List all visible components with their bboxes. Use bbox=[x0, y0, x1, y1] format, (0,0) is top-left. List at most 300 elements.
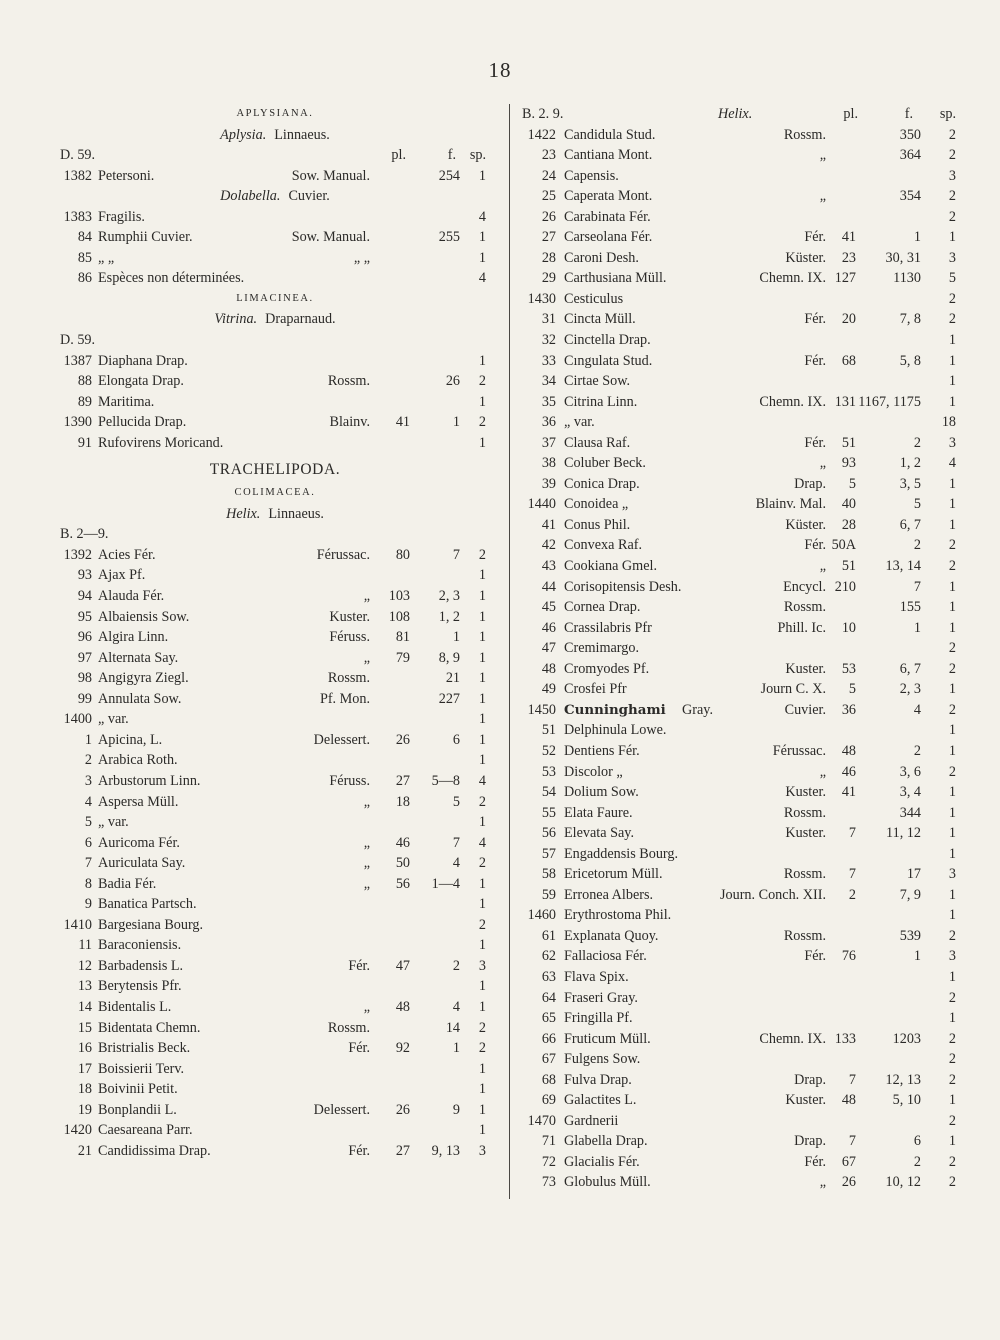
table-row bbox=[516, 988, 958, 1009]
specimen-count: 1 bbox=[478, 393, 486, 410]
reference: „ bbox=[363, 834, 370, 851]
table-row bbox=[516, 535, 958, 556]
right-column bbox=[516, 104, 958, 1193]
species-name: Cıngulata Stud. bbox=[564, 352, 653, 369]
specimen-count: 1 bbox=[478, 629, 486, 646]
genus-heading bbox=[50, 186, 500, 207]
figure-number: 1, 2 bbox=[438, 608, 460, 625]
table-row bbox=[50, 874, 500, 895]
entry-number: 47 bbox=[541, 640, 556, 657]
plate-number: 28 bbox=[841, 516, 856, 533]
table-row bbox=[50, 1059, 500, 1080]
reference: Drap. bbox=[794, 1133, 826, 1150]
specimen-count: 4 bbox=[478, 208, 486, 225]
specimen-count: 1 bbox=[948, 599, 956, 616]
entry-number: 67 bbox=[541, 1051, 556, 1068]
species-name: Clausa Raf. bbox=[564, 434, 631, 451]
specimen-count: 2 bbox=[478, 916, 486, 933]
table-row bbox=[516, 864, 958, 885]
specimen-count: 1 bbox=[478, 608, 486, 625]
table-row bbox=[50, 833, 500, 854]
reference: Kuster. bbox=[785, 784, 826, 801]
specimen-count: 2 bbox=[948, 1174, 956, 1191]
specimen-count: 2 bbox=[478, 373, 486, 390]
species-name: Alternata Say. bbox=[98, 649, 179, 666]
table-row bbox=[50, 207, 500, 228]
specimen-count: 1 bbox=[478, 937, 486, 954]
figure-number: 9, 13 bbox=[431, 1142, 460, 1159]
table-row bbox=[50, 607, 500, 628]
species-name: Cornea Drap. bbox=[564, 599, 641, 616]
entry-number: 63 bbox=[541, 968, 556, 985]
entry-number: 19 bbox=[77, 1101, 92, 1118]
column-label-f: f. bbox=[447, 147, 456, 164]
reference: „ bbox=[819, 1174, 826, 1191]
specimen-count: 1 bbox=[478, 875, 486, 892]
plate-number: 48 bbox=[395, 998, 410, 1015]
figure-number: 1 bbox=[913, 229, 921, 246]
plate-number: 76 bbox=[841, 948, 856, 965]
entry-number: 39 bbox=[541, 475, 556, 492]
figure-number: 539 bbox=[899, 927, 921, 944]
entry-number: 43 bbox=[541, 558, 556, 575]
group-header bbox=[516, 104, 958, 125]
entry-number: 1440 bbox=[527, 496, 556, 513]
table-row bbox=[516, 1152, 958, 1173]
plate-number: 41 bbox=[841, 229, 856, 246]
entry-number: 48 bbox=[541, 660, 556, 677]
table-row bbox=[516, 926, 958, 947]
species-name: Auricoma Fér. bbox=[98, 834, 180, 851]
species-name: Ajax Pf. bbox=[98, 567, 146, 584]
specimen-count: 1 bbox=[948, 496, 956, 513]
entry-number: 72 bbox=[541, 1153, 556, 1170]
reference: Fér. bbox=[348, 957, 370, 974]
reference: „ bbox=[819, 763, 826, 780]
entry-number: 1 bbox=[84, 731, 92, 748]
plate-number: 67 bbox=[841, 1153, 856, 1170]
genus-heading bbox=[50, 309, 500, 330]
plate-number: 46 bbox=[841, 763, 856, 780]
figure-number: 26 bbox=[445, 373, 460, 390]
reference: Rossm. bbox=[327, 670, 370, 687]
group-label: B. 2. 9. bbox=[522, 106, 564, 122]
species-name: Apicina, L. bbox=[98, 731, 163, 748]
specimen-count: 3 bbox=[948, 167, 956, 184]
species-name: Caroni Desh. bbox=[564, 249, 639, 266]
entry-number: 94 bbox=[77, 588, 92, 605]
table-row bbox=[516, 494, 958, 515]
specimen-count: 3 bbox=[948, 866, 956, 883]
reference: Fér. bbox=[804, 352, 826, 369]
group-label: D. 59. bbox=[60, 147, 96, 164]
entry-number: 45 bbox=[541, 599, 556, 616]
plate-number: 5 bbox=[848, 681, 856, 698]
table-row bbox=[516, 782, 958, 803]
table-row bbox=[50, 392, 500, 413]
table-row bbox=[50, 689, 500, 710]
table-row bbox=[50, 1079, 500, 1100]
table-row bbox=[50, 166, 500, 187]
specimen-count: 1 bbox=[948, 742, 956, 759]
species-name: Maritima. bbox=[98, 393, 155, 410]
species-name: Globulus Müll. bbox=[564, 1174, 651, 1191]
species-name: Carthusiana Müll. bbox=[564, 270, 667, 287]
reference: Rossm. bbox=[783, 126, 826, 143]
table-row bbox=[50, 997, 500, 1018]
figure-number: 2 bbox=[913, 1153, 921, 1170]
species-name: Rufovirens Moricand. bbox=[98, 434, 224, 451]
specimen-count: 1 bbox=[948, 373, 956, 390]
column-label-sp: sp. bbox=[469, 147, 486, 164]
table-row bbox=[516, 515, 958, 536]
specimen-count: 1 bbox=[948, 845, 956, 862]
figure-number: 2 bbox=[913, 742, 921, 759]
plate-number: 7 bbox=[848, 866, 856, 883]
species-name: Capensis. bbox=[564, 167, 619, 184]
species-name: Banatica Partsch. bbox=[98, 896, 197, 913]
entry-number: 66 bbox=[541, 1030, 556, 1047]
plate-number: 92 bbox=[395, 1040, 410, 1057]
entry-number: 21 bbox=[77, 1142, 92, 1159]
table-row bbox=[516, 844, 958, 865]
species-name: Fruticum Müll. bbox=[564, 1030, 651, 1047]
species-name: Rumphii Cuvier. bbox=[98, 229, 193, 246]
section-heading bbox=[50, 104, 500, 125]
table-row bbox=[516, 1111, 958, 1132]
reference: Rossm. bbox=[783, 804, 826, 821]
table-row bbox=[50, 627, 500, 648]
genus-line bbox=[50, 186, 500, 207]
specimen-count: 2 bbox=[478, 546, 486, 563]
table-row bbox=[516, 145, 958, 166]
figure-number: 2, 3 bbox=[899, 681, 921, 698]
specimen-count: 1 bbox=[948, 1133, 956, 1150]
entry-number: 49 bbox=[541, 681, 556, 698]
reference: Fér. bbox=[348, 1040, 370, 1057]
plate-number: 26 bbox=[395, 731, 410, 748]
table-row bbox=[50, 668, 500, 689]
table-row bbox=[516, 1029, 958, 1050]
table-row bbox=[50, 248, 500, 269]
entry-number: 5 bbox=[84, 814, 92, 831]
species-name: Cookiana Gmel. bbox=[564, 558, 657, 575]
plate-number: 7 bbox=[848, 1071, 856, 1088]
specimen-count: 1 bbox=[948, 804, 956, 821]
specimen-count: 2 bbox=[948, 1153, 956, 1170]
entry-number: 54 bbox=[541, 784, 556, 801]
reference: Rossm. bbox=[783, 866, 826, 883]
reference: Fér. bbox=[804, 229, 826, 246]
entry-number: 7 bbox=[84, 855, 92, 872]
species-name: Arabica Roth. bbox=[98, 752, 178, 769]
specimen-count: 1 bbox=[478, 229, 486, 246]
section-heading bbox=[50, 483, 500, 504]
species-name: Badia Fér. bbox=[98, 875, 157, 892]
specimen-count: 2 bbox=[478, 855, 486, 872]
entry-number: 68 bbox=[541, 1071, 556, 1088]
table-row bbox=[516, 309, 958, 330]
figure-number: 255 bbox=[438, 229, 460, 246]
specimen-count: 1 bbox=[478, 978, 486, 995]
plate-number: 131 bbox=[834, 393, 856, 410]
specimen-count: 1 bbox=[948, 1010, 956, 1027]
figure-number: 1 bbox=[452, 1040, 460, 1057]
figure-number: 1167, 1175 bbox=[858, 393, 921, 410]
table-row bbox=[516, 679, 958, 700]
species-name: Cinctella Drap. bbox=[564, 332, 651, 349]
reference: Cuvier. bbox=[784, 701, 826, 718]
entry-number: 1390 bbox=[63, 414, 92, 431]
figure-number: 2 bbox=[452, 957, 460, 974]
species-name: Boissierii Terv. bbox=[98, 1060, 185, 1077]
table-row bbox=[516, 556, 958, 577]
entry-number: 65 bbox=[541, 1010, 556, 1027]
species-name: Bonplandii L. bbox=[98, 1101, 177, 1118]
specimen-count: 2 bbox=[948, 126, 956, 143]
species-name: Cirtae Sow. bbox=[564, 373, 631, 390]
section-heading bbox=[50, 289, 500, 310]
plate-number: 10 bbox=[841, 619, 856, 636]
figure-number: 344 bbox=[899, 804, 921, 821]
species-name: Flava Spix. bbox=[564, 968, 629, 985]
specimen-count: 2 bbox=[948, 701, 956, 718]
specimen-count: 1 bbox=[478, 249, 486, 266]
entry-number: 1392 bbox=[63, 546, 92, 563]
species-name: Crassilabris Pfr bbox=[564, 619, 652, 636]
specimen-count: 2 bbox=[948, 208, 956, 225]
group-header bbox=[50, 524, 500, 545]
entry-number: 28 bbox=[541, 249, 556, 266]
species-name: Conus Phil. bbox=[564, 516, 631, 533]
table-row bbox=[50, 433, 500, 454]
table-row bbox=[50, 1038, 500, 1059]
table-row bbox=[516, 186, 958, 207]
table-row bbox=[516, 618, 958, 639]
species-name: Elongata Drap. bbox=[98, 373, 184, 390]
table-row bbox=[516, 720, 958, 741]
group-header bbox=[50, 145, 500, 166]
figure-number: 8, 9 bbox=[438, 649, 460, 666]
genus-heading bbox=[50, 125, 500, 146]
entry-number: 33 bbox=[541, 352, 556, 369]
reference: Kuster. bbox=[329, 608, 370, 625]
entry-number: 23 bbox=[541, 147, 556, 164]
reference: Férussac. bbox=[316, 546, 370, 563]
species-name: Elevata Say. bbox=[564, 825, 634, 842]
reference: Chemn. IX. bbox=[759, 270, 826, 287]
figure-number: 17 bbox=[906, 866, 921, 883]
reference: Fér. bbox=[804, 537, 826, 554]
specimen-count: 1 bbox=[478, 1081, 486, 1098]
table-row bbox=[50, 956, 500, 977]
reference: Rossm. bbox=[783, 599, 826, 616]
table-row bbox=[516, 474, 958, 495]
plate-number: 127 bbox=[834, 270, 856, 287]
plate-number: 23 bbox=[841, 249, 856, 266]
specimen-count: 2 bbox=[948, 1071, 956, 1088]
reference: Féruss. bbox=[329, 772, 370, 789]
entry-number: 36 bbox=[541, 414, 556, 431]
species-name: Dolium Sow. bbox=[564, 784, 639, 801]
species-author: Gray. bbox=[682, 701, 713, 718]
plate-number: 93 bbox=[841, 455, 856, 472]
reference: „ bbox=[363, 793, 370, 810]
species-name: Caperata Mont. bbox=[564, 188, 653, 205]
species-name: Coluber Beck. bbox=[564, 455, 646, 472]
species-name: Cincta Müll. bbox=[564, 311, 636, 328]
specimen-count: 1 bbox=[478, 352, 486, 369]
table-row bbox=[516, 638, 958, 659]
specimen-count: 1 bbox=[948, 332, 956, 349]
column-label-pl: pl. bbox=[843, 106, 858, 122]
specimen-count: 3 bbox=[478, 957, 486, 974]
plate-number: 2 bbox=[848, 886, 856, 903]
specimen-count: 2 bbox=[478, 793, 486, 810]
figure-number: 5, 8 bbox=[899, 352, 921, 369]
species-name: Berytensis Pfr. bbox=[98, 978, 182, 995]
table-row bbox=[50, 894, 500, 915]
entry-number: 31 bbox=[541, 311, 556, 328]
plate-number: 47 bbox=[395, 957, 410, 974]
specimen-count: 1 bbox=[948, 968, 956, 985]
table-row bbox=[516, 433, 958, 454]
table-row bbox=[50, 351, 500, 372]
plate-number: 103 bbox=[388, 588, 410, 605]
table-row bbox=[516, 268, 958, 289]
reference: Rossm. bbox=[327, 1019, 370, 1036]
figure-number: 13, 14 bbox=[885, 558, 921, 575]
entry-number: 84 bbox=[77, 229, 92, 246]
table-row bbox=[516, 166, 958, 187]
figure-number: 364 bbox=[899, 147, 921, 164]
figure-number: 7 bbox=[913, 578, 921, 595]
plate-number: 20 bbox=[841, 311, 856, 328]
species-name: Carabinata Fér. bbox=[564, 208, 651, 225]
entry-number: 1400 bbox=[63, 711, 92, 728]
plate-number: 5 bbox=[848, 475, 856, 492]
plate-number: 51 bbox=[841, 434, 856, 451]
species-name: Conica Drap. bbox=[564, 475, 640, 492]
specimen-count: 1 bbox=[948, 475, 956, 492]
specimen-count: 2 bbox=[948, 147, 956, 164]
species-name: Carseolana Fér. bbox=[564, 229, 653, 246]
specimen-count: 2 bbox=[948, 1112, 956, 1129]
figure-number: 4 bbox=[452, 855, 460, 872]
species-name: Corisopitensis Desh. bbox=[564, 578, 682, 595]
table-row bbox=[50, 268, 500, 289]
entry-number: 1382 bbox=[63, 167, 92, 184]
species-name: Fringilla Pf. bbox=[564, 1010, 633, 1027]
entry-number: 96 bbox=[77, 629, 92, 646]
specimen-count: 4 bbox=[948, 455, 956, 472]
genus-heading bbox=[50, 504, 500, 525]
reference: „ bbox=[363, 875, 370, 892]
species-name: Explanata Quoy. bbox=[564, 927, 659, 944]
reference: Fér. bbox=[804, 434, 826, 451]
section-title: APLYSIANA. bbox=[236, 108, 314, 119]
genus-name: Helix. bbox=[718, 106, 753, 122]
figure-number: 5, 10 bbox=[892, 1092, 921, 1109]
plate-number: 26 bbox=[841, 1174, 856, 1191]
entry-number: 29 bbox=[541, 270, 556, 287]
table-row bbox=[516, 1008, 958, 1029]
plate-number: 18 bbox=[395, 793, 410, 810]
table-row bbox=[516, 577, 958, 598]
species-name: Fragilis. bbox=[98, 208, 145, 225]
figure-number: 7, 9 bbox=[899, 886, 921, 903]
reference: „ bbox=[819, 558, 826, 575]
entry-number: 53 bbox=[541, 763, 556, 780]
species-name: Conoidea „ bbox=[564, 496, 629, 513]
section-title: TRACHELIPODA. bbox=[209, 461, 341, 479]
entry-number: 4 bbox=[84, 793, 92, 810]
table-row bbox=[516, 762, 958, 783]
column-label-sp: sp. bbox=[939, 106, 956, 122]
figure-number: 3, 5 bbox=[899, 475, 921, 492]
entry-number: 32 bbox=[541, 332, 556, 349]
table-row bbox=[516, 741, 958, 762]
reference: Fér. bbox=[804, 1153, 826, 1170]
figure-number: 1 bbox=[452, 414, 460, 431]
reference: „ bbox=[819, 455, 826, 472]
plate-number: 26 bbox=[395, 1101, 410, 1118]
entry-number: 51 bbox=[541, 722, 556, 739]
entry-number: 34 bbox=[541, 373, 556, 390]
species-name: Delphinula Lowe. bbox=[564, 722, 667, 739]
table-row bbox=[50, 1141, 500, 1162]
table-row bbox=[516, 371, 958, 392]
reference: Fér. bbox=[348, 1142, 370, 1159]
entry-number: 1430 bbox=[527, 290, 556, 307]
specimen-count: 2 bbox=[948, 989, 956, 1006]
reference: Blainv. bbox=[329, 414, 370, 431]
figure-number: 30, 31 bbox=[885, 249, 921, 266]
species-name: „ var. bbox=[98, 814, 129, 831]
specimen-count: 1 bbox=[478, 1060, 486, 1077]
table-row bbox=[50, 412, 500, 433]
plate-number: 46 bbox=[395, 834, 410, 851]
specimen-count: 1 bbox=[478, 434, 486, 451]
specimen-count: 3 bbox=[948, 249, 956, 266]
plate-number: 48 bbox=[841, 742, 856, 759]
table-row bbox=[50, 976, 500, 997]
species-name: Bidentata Chemn. bbox=[98, 1019, 201, 1036]
section-title: COLIMACEA. bbox=[234, 487, 316, 499]
figure-number: 6 bbox=[452, 731, 460, 748]
genus-author: Draparnaud. bbox=[265, 311, 336, 328]
figure-number: 1, 2 bbox=[899, 455, 921, 472]
reference: Fér. bbox=[804, 311, 826, 328]
table-row bbox=[50, 586, 500, 607]
entry-number: 17 bbox=[77, 1060, 92, 1077]
specimen-count: 2 bbox=[478, 414, 486, 431]
table-row bbox=[50, 1018, 500, 1039]
species-name: Candidula Stud. bbox=[564, 126, 656, 143]
specimen-count: 1 bbox=[478, 690, 486, 707]
specimen-count: 1 bbox=[478, 1101, 486, 1118]
plate-number: 68 bbox=[841, 352, 856, 369]
figure-number: 1 bbox=[913, 619, 921, 636]
reference: Phill. Ic. bbox=[777, 619, 826, 636]
plate-number: 108 bbox=[388, 608, 410, 625]
table-row bbox=[50, 371, 500, 392]
species-name: Fulva Drap. bbox=[564, 1071, 632, 1088]
species-name: Alauda Fér. bbox=[98, 588, 165, 605]
entry-number: 89 bbox=[77, 393, 92, 410]
table-row bbox=[50, 565, 500, 586]
species-name: Crosfei Pfr bbox=[564, 681, 627, 698]
